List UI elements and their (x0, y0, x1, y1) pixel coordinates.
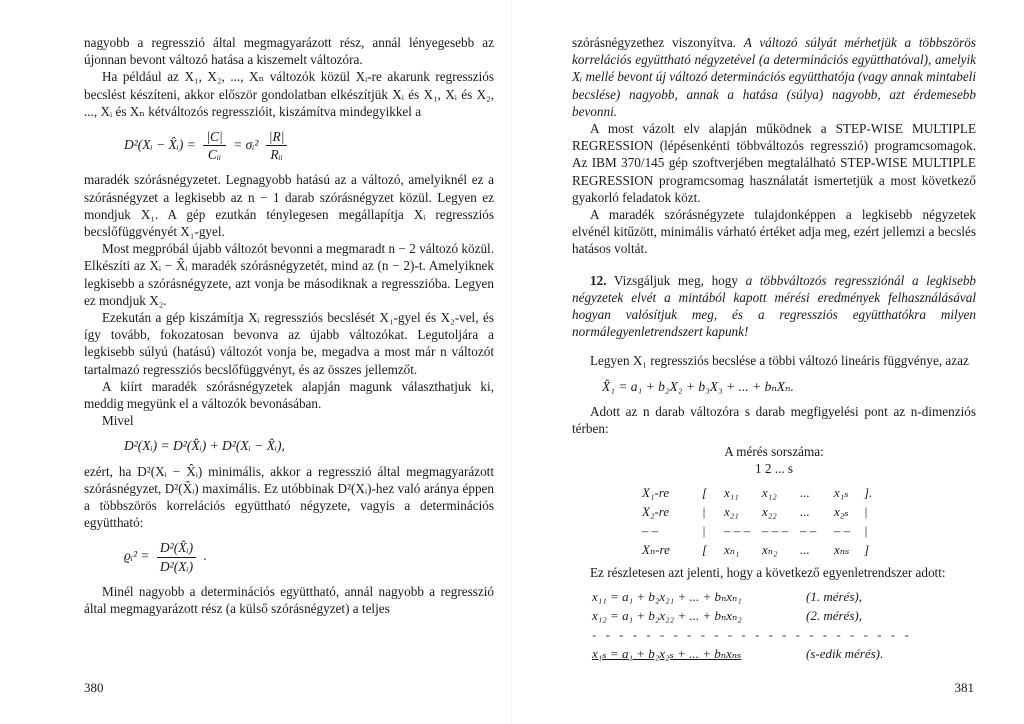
matrix-grid (642, 484, 878, 559)
matrix-row-label: – – (642, 523, 659, 539)
formula-regression-estimate: X̂₁ = a₁ + b₂X₂ + b₃X₃ + ... + bₙXₙ. (602, 378, 794, 394)
paragraph: ezért, ha D²(Xᵢ − X̂ᵢ) minimális, akkor a regresszió által megmagyarázott szórásnégyzet, D²(X̂ᵢ) maximális. Ez utóbbinak D²(Xᵢ)-hez való aránya éppen a többszörös korrelációs együttható négyzete, vagyis a determinációs együttható: (84, 463, 494, 531)
exercise-number: 12. (590, 272, 607, 288)
matrix-bracket: | (702, 503, 706, 519)
matrix-cell: – – – (762, 523, 788, 539)
equation-lhs: x₁ₛ = a₁ + b₂x₂ₛ + ... + bₙxₙₛ (592, 646, 742, 662)
matrix-cell: – – – (724, 523, 750, 539)
left-text-column (84, 34, 494, 617)
fraction-denominator: Cᵢᵢ (207, 147, 222, 163)
matrix-bracket: | (864, 523, 868, 539)
formula-middle: = σᵢ² (233, 136, 259, 152)
matrix-cell: x₁₂ (762, 484, 777, 500)
paragraph: A maradék szórásnégyzete tulajdonképpen a legkisebb négyzetek elvénél kitűzött, minimális várható értéket adja meg, ezért jellemzi a becslés hatásos voltát. (572, 207, 976, 257)
matrix-cell: x₂ₛ (834, 503, 849, 519)
right-text-column (572, 34, 976, 663)
fraction-denominator: D²(Xᵢ) (159, 558, 194, 574)
matrix-row-label: X₂-re (642, 503, 670, 519)
fraction-numerator: |R| (266, 128, 288, 146)
matrix-indices: 1 2 ... s (754, 461, 794, 477)
matrix-bracket: ]. (864, 484, 873, 500)
paragraph: Ez részletesen azt jelenti, hogy a következő egyenletrendszer adott: (590, 565, 946, 581)
equation-label: (1. mérés), (806, 588, 862, 604)
equation-row (592, 588, 976, 605)
matrix-row-label: Xₙ-re (642, 542, 670, 558)
fraction-numerator: D²(X̂ᵢ) (157, 539, 196, 557)
matrix-bracket: | (702, 523, 706, 539)
right-page (512, 0, 1024, 724)
matrix-cell: xₙₛ (834, 542, 850, 558)
paragraph: maradék szórásnégyzetet. Legnagyobb hatású az a változó, amelyiknél ez a szórásnégyzet a legkisebb az n − 1 darab szórásnégyzet közül. Legyen ez mondjuk X₁. A gép ezutkán ténylegesen megállapítja Xᵢ regressziós becslőfüggvényét X₁-gyel. (84, 172, 494, 240)
paragraph: Ezekután a gép kiszámítja Xᵢ regressziós becslését X₁-gyel és X₂-vel, és így tovább, fokozatosan bevonva az újabb változókat. Legutoljára a legkisebb súlyú (hatású) változót vonja be, megadva a most már n változót tartalmazó regressziós becslőfüggvényt, és az összes jellemzőt. (84, 310, 494, 377)
paragraph: nagyobb a regresszió által megmagyarázott rész, annál lényegesebb az újonnan bevont változó hatása a kiszemelt változóra. (84, 35, 494, 68)
matrix-cell: x₂₁ (724, 503, 739, 519)
paragraph: Legyen X₁ regressziós becslése a többi változó lineáris függvénye, azaz (590, 353, 969, 369)
matrix-cell: x₂₂ (762, 503, 777, 519)
matrix-row-label: X₁-re (642, 484, 670, 500)
fraction-denominator: Rᵢᵢ (270, 147, 283, 163)
equation-system (572, 588, 976, 663)
page-number: 380 (84, 680, 104, 695)
paragraph: Mivel (102, 413, 134, 429)
equation-row (592, 645, 976, 662)
fraction (266, 128, 288, 163)
matrix-cell: ... (800, 542, 810, 558)
matrix-bracket: [ (702, 542, 708, 558)
formula-variance-decomposition: D²(Xᵢ) = D²(X̂ᵢ) + D²(Xᵢ − X̂ᵢ), (124, 438, 285, 454)
matrix-bracket: | (864, 503, 868, 519)
matrix-cell: xₙ₂ (762, 542, 778, 558)
paragraph (572, 34, 976, 120)
matrix-bracket: [ (702, 484, 708, 500)
paragraph: Ha például az X₁, X₂, ..., Xₙ változók közül Xᵢ-re akarunk regressziós becslést készíteni, akkor először gondolatban elkészítjük Xᵢ és X₁, Xᵢ és X₂, ..., Xᵢ és Xₙ kétváltozós regresszióit, kiszámítva mindegyikkel a (84, 69, 494, 119)
matrix-cell: – – (834, 523, 851, 539)
formula-lhs: D²(Xᵢ − X̂ᵢ) = (124, 136, 196, 152)
formula-tail: . (203, 548, 207, 564)
matrix-cell: – – (800, 523, 817, 539)
matrix-caption: A mérés sorszáma: (724, 444, 824, 460)
formula-residual-variance (124, 128, 494, 163)
matrix-cell: x₁ₛ (834, 484, 849, 500)
exercise-lead: Vizsgáljuk meg, hogy (613, 272, 738, 288)
exercise-italic: a többváltozós regressziónál a legkisebb négyzetek elvét a mintából kapott mérési eredmények felhasználásával hogyan valósítjuk meg, és a regressziós együtthatókra milyen normálegyenletrendszert kapunk! (572, 272, 977, 340)
paragraph: Adott az n darab változóra s darab megfigyelési pont az n-dimenziós térben: (572, 403, 976, 437)
paragraph: Most megpróbál újabb változót bevonni a megmaradt n − 2 változó közül. Elkészíti az Xᵢ − X̂ᵢ maradék szórásnégyzetét, mind az (n − 2)-t. Amelyiknek legkisebb a szórásnégyzete, azt vonja be másodiknak a regresszióba. Legyen ez mondjuk X₂. (84, 241, 494, 308)
matrix-cell: ... (800, 484, 810, 500)
formula-lhs: ϱᵢ² = (124, 548, 150, 564)
matrix-cell: ... (800, 503, 810, 519)
equation-label: (2. mérés), (806, 607, 862, 623)
formula-determination-coefficient (124, 539, 494, 574)
paragraph: Minél nagyobb a determinációs együttható, annál nagyobb a regresszió által megmagyarázott rész (a külső szórásnégyzet) a teljes (84, 583, 494, 617)
matrix-cell: x₁₁ (724, 484, 739, 500)
equation-label: (s-edik mérés). (806, 646, 884, 662)
equation-lhs: x₁₂ = a₁ + b₂x₂₂ + ... + bₙxₙ₂ (592, 607, 742, 623)
matrix-cell: xₙ₁ (724, 542, 740, 558)
matrix-bracket: ] (864, 542, 870, 558)
paragraph-text: szórásnégyzethez viszonyítva. (572, 35, 737, 50)
exercise-paragraph (572, 272, 976, 341)
equation-lhs: x₁₁ = a₁ + b₂x₂₁ + ... + bₙxₙ₁ (592, 588, 742, 604)
italic-text: A változó súlyát mérhetjük a többszörös korrelációs együttható négyzetével (a determinációs együtthatóval), amelyik Xᵢ mellé bevont új változó determinációs együtthatója (vagy annak mintabeli becslése) nagyobb, annak a hatása (súlya) nagyobb, azt érdemesebb bevonni. (572, 35, 977, 119)
fraction-numerator: |C| (203, 128, 225, 146)
fraction (157, 539, 196, 574)
equation-ellipsis-row: - - - - - - - - - - - - - - - - - - - - - - - - (592, 627, 912, 643)
fraction (203, 128, 225, 163)
observation-matrix (642, 484, 976, 559)
paragraph: A most vázolt elv alapján működnek a STEP-WISE MULTIPLE REGRESSION (lépésenkénti többváltozós regresszió) programcsomagok. Az IBM 370/145 gép szoftverjében megtalálható STEP-WISE MULTIPLE REGRESSION programcsomag használatát ismertetjük a most következő gyakorló feladatok közt. (572, 121, 976, 205)
equation-row (592, 607, 976, 624)
page-number: 381 (954, 680, 974, 695)
paragraph: A kiírt maradék szórásnégyzetek alapján magunk választhatjuk ki, meddig megyünk el a változók bevonásában. (84, 378, 494, 412)
